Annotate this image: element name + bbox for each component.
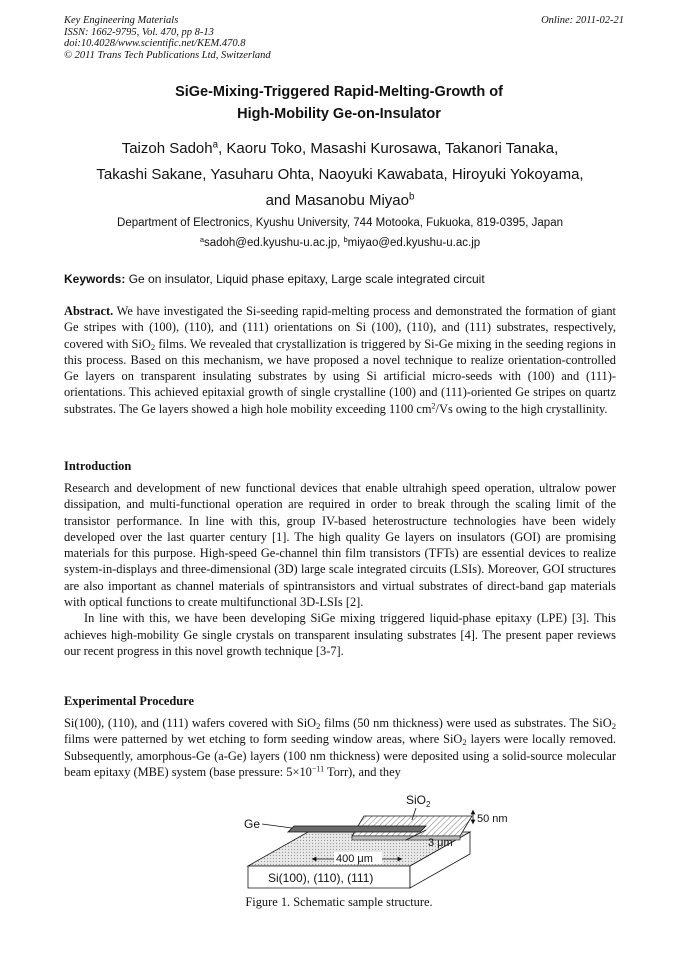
experimental-body <box>64 715 616 780</box>
label-ge: Ge <box>244 817 261 831</box>
journal-header <box>64 15 624 61</box>
abstract-label: Abstract. <box>64 304 114 318</box>
keywords <box>64 271 624 287</box>
title-line-2: High-Mobility Ge-on-Insulator <box>237 106 441 122</box>
exp-sub-1: 2 <box>316 721 321 732</box>
abstract <box>64 303 616 417</box>
authors-line-3 <box>40 188 640 214</box>
label-substrate: Si(100), (110), (111) <box>268 871 374 885</box>
author-list <box>40 136 640 214</box>
author-sadoh-mark: a <box>212 139 219 151</box>
abstract-sup: 2 <box>431 401 436 411</box>
emails <box>40 233 640 253</box>
paper-title <box>0 81 678 125</box>
author-sadoh: Taizoh Sadoh <box>121 140 213 157</box>
exp-text-2: films (50 nm thickness) were used as substrates. The SiO <box>320 716 612 730</box>
figure-1-caption: Figure 1. Schematic sample structure. <box>245 895 433 909</box>
affiliation <box>40 213 640 253</box>
label-3um: 3 μm <box>428 837 453 849</box>
title-line-1: SiGe-Mixing-Triggered Rapid-Melting-Growth of <box>175 84 503 100</box>
introduction-body <box>64 480 616 659</box>
exp-text-3: films were patterned by wet etching to form seeding window areas, where SiO <box>64 732 463 747</box>
exp-sup-4: −11 <box>311 764 325 774</box>
journal-copyright: © 2011 Trans Tech Publications Ltd, Switzerland <box>64 49 271 61</box>
figure-1-schematic <box>230 788 520 896</box>
experimental-heading: Experimental Procedure <box>64 694 194 708</box>
journal-name: Key Engineering Materials <box>64 15 179 26</box>
introduction-heading: Introduction <box>64 459 132 473</box>
exp-sub-3: 2 <box>462 737 467 748</box>
exp-text-4: layers were locally removed. Subsequently, amorphous-Ge (a-Ge) layers (100 nm thickness) were deposited using a solid-source molecular beam epitaxy (MBE) system (base pressure: 5×10 <box>64 732 617 779</box>
abstract-text-2: films. We revealed that crystallization is triggered by Si-Ge mixing in the seeding regions in this process. Based on this mechanism, we have proposed a novel technique to realize orientation-controlled Ge layers on transparent insulating substrates by using Si artificial micro-seeds with (100) and (111)-orientations. This achieved epitaxial growth of single crystalline (100) and (111)-oriented Ge stripes on quartz substrates. The Ge layers showed a high hole mobility exceeding 1100 cm <box>64 336 616 416</box>
keywords-text: Ge on insulator, Liquid phase epitaxy, Large scale integrated circuit <box>125 272 485 286</box>
email-b[interactable]: miyao@ed.kyushu-u.ac.jp <box>347 237 481 249</box>
email-a-mark: a <box>199 234 204 244</box>
authors-line-1 <box>40 136 640 162</box>
ge-stripe <box>288 826 426 832</box>
department: Department of Electronics, Kyushu University, 744 Motooka, Fukuoka, 819-0395, Japan <box>117 217 563 229</box>
email-a[interactable]: sadoh@ed.kyushu-u.ac.jp, <box>203 237 344 249</box>
email-b-mark: b <box>343 234 348 244</box>
keywords-label: Keywords: <box>64 272 126 286</box>
journal-issn: ISSN: 1662-9795, Vol. 470, pp 8-13 <box>64 26 214 38</box>
abstract-text-3: /Vs owing to the high crystallinity. <box>435 401 608 416</box>
introduction-paragraph-2: In line with this, we have been developing SiGe mixing triggered liquid-phase epitaxy (LPE) [3]. This achieves high-mobility Ge single crystals on transparent insulating substrates [4]. The present paper reviews our recent progress in this novel growth technique [3-7]. <box>64 611 616 658</box>
exp-text-5: Torr), and they <box>324 764 401 779</box>
label-sio2: SiO$_2$ <box>406 793 431 809</box>
authors-line-2: Takashi Sakane, Yasuharu Ohta, Naoyuki Kawabata, Hiroyuki Yokoyama, <box>96 166 584 183</box>
abstract-text-1: We have investigated the Si-seeding rapid-melting process and demonstrated the formation of giant Ge stripes with (100), (110), and (111) orientations on Si (100), (110), and (111) substrates, respectively, covered with SiO <box>64 304 616 351</box>
journal-doi: doi:10.4028/www.scientific.net/KEM.470.8 <box>64 38 246 49</box>
label-50nm: 50 nm <box>477 813 508 825</box>
abstract-sub: 2 <box>150 341 156 352</box>
exp-sub-2: 2 <box>611 721 617 732</box>
exp-text-1: Si(100), (110), and (111) wafers covered with SiO <box>64 716 317 730</box>
introduction-paragraph-1: Research and development of new functional devices that enable ultrahigh speed operation, ultralow power dissipation, and multi-functional operation are required in order to break through the scaling limit of the transistor performance. In line with this, group IV-based heterostructure technologies have been widely developed over the last quarter century [1]. The high quality Ge layers on insulators (GOI) are promising materials for this purpose. High-speed Ge-channel thin film transistors (TFTs) are essential devices to realize system-in-displays and three-dimensional (3D) large scale integrated circuits (LSIs). Moreover, GOI structures are also important as channel materials of spintransistors and virtual substrates of direct-band gap materials with optical functions to create multifunctional 3D-LSIs [2]. <box>64 481 616 610</box>
author-miyao-mark: b <box>409 191 415 203</box>
ge-leader <box>262 824 292 828</box>
online-date: Online: 2011-02-21 <box>541 15 624 26</box>
author-miyao: and Masanobu Miyao <box>265 192 409 209</box>
label-400um: 400 μm <box>336 853 373 865</box>
authors-line-1-rest: , Kaoru Toko, Masashi Kurosawa, Takanori Tanaka, <box>218 140 559 157</box>
